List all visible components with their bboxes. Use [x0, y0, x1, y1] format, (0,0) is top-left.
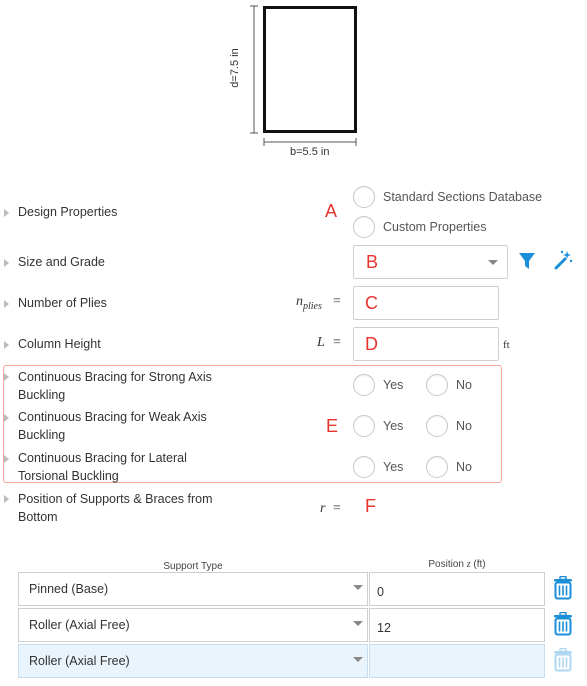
r-symbol: r [320, 501, 326, 516]
bracing-lateral-label: Continuous Bracing for Lateral Torsional Buckling [18, 451, 187, 483]
marker-d: D [365, 334, 378, 354]
expand-arrow-icon[interactable] [4, 300, 9, 308]
standard-sections-label: Standard Sections Database [383, 190, 543, 204]
support-type-select[interactable] [18, 608, 368, 642]
position-value: 0 [377, 585, 384, 599]
expand-arrow-icon[interactable] [4, 209, 9, 217]
position-input[interactable] [369, 572, 545, 606]
marker-c: C [365, 293, 378, 313]
filter-icon[interactable] [518, 251, 536, 271]
expand-arrow-icon[interactable] [4, 455, 9, 463]
bracing-weak-label: Continuous Bracing for Weak Axis Buckling [18, 410, 207, 442]
yes-label: Yes [383, 460, 404, 474]
marker-b: B [366, 252, 379, 272]
equals-sign: = [333, 294, 341, 309]
unit-ft: ft [503, 339, 510, 351]
no-label: No [456, 378, 472, 392]
cross-section-diagram [230, 0, 370, 165]
position-value: 12 [377, 621, 391, 635]
width-label: b=5.5 in [290, 146, 330, 158]
expand-arrow-icon[interactable] [4, 414, 9, 422]
bracing-strong-label: Continuous Bracing for Strong Axis Buckling [18, 370, 212, 402]
bracing-strong-no-radio[interactable] [426, 374, 448, 396]
trash-icon[interactable] [553, 576, 573, 600]
support-type-select[interactable] [18, 644, 368, 678]
standard-sections-radio[interactable] [353, 186, 375, 208]
num-plies-label: Number of Plies [18, 296, 107, 310]
no-label: No [456, 460, 472, 474]
marker-a: A [325, 201, 338, 221]
support-type-value: Pinned (Base) [29, 582, 109, 596]
chevron-down-icon [353, 585, 363, 590]
chevron-down-icon [353, 657, 363, 662]
custom-properties-label: Custom Properties [383, 220, 487, 234]
length-symbol: L [317, 335, 325, 350]
position-input[interactable] [369, 644, 545, 678]
expand-arrow-icon[interactable] [4, 341, 9, 349]
magic-wand-icon[interactable] [553, 250, 573, 270]
support-type-value: Roller (Axial Free) [29, 618, 130, 632]
yes-label: Yes [383, 419, 404, 433]
marker-f: F [365, 496, 376, 516]
design-properties-label: Design Properties [18, 205, 118, 219]
custom-properties-radio[interactable] [353, 216, 375, 238]
chevron-down-icon [488, 260, 498, 265]
marker-e: E [326, 416, 339, 436]
column-height-label: Column Height [18, 337, 101, 351]
bracing-strong-yes-radio[interactable] [353, 374, 375, 396]
nplies-symbol: $n_{plies}$ [296, 294, 322, 312]
no-label: No [456, 419, 472, 433]
trash-icon[interactable] [553, 648, 573, 672]
support-type-header: Support Type [163, 561, 223, 572]
bracing-lateral-no-radio[interactable] [426, 456, 448, 478]
support-type-value: Roller (Axial Free) [29, 654, 130, 668]
trash-icon[interactable] [553, 612, 573, 636]
equals-sign: = [333, 501, 341, 516]
depth-label: d=7.5 in [229, 48, 241, 88]
yes-label: Yes [383, 378, 404, 392]
support-type-select[interactable] [18, 572, 368, 606]
position-header: Position z (ft) [428, 559, 486, 570]
bracing-weak-yes-radio[interactable] [353, 415, 375, 437]
equals-sign: = [333, 335, 341, 350]
expand-arrow-icon[interactable] [4, 373, 9, 381]
size-grade-label: Size and Grade [18, 255, 105, 269]
expand-arrow-icon[interactable] [4, 259, 9, 267]
chevron-down-icon [353, 621, 363, 626]
expand-arrow-icon[interactable] [4, 495, 9, 503]
bracing-lateral-yes-radio[interactable] [353, 456, 375, 478]
bracing-weak-no-radio[interactable] [426, 415, 448, 437]
supports-label: Position of Supports & Braces from Bottom [18, 492, 213, 524]
position-input[interactable] [369, 608, 545, 642]
